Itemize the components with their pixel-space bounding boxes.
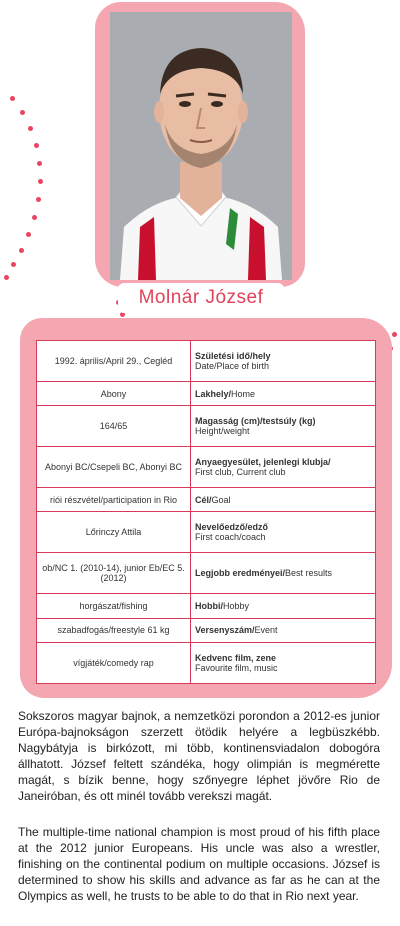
table-cell-label [191,594,376,619]
label-subtitle: First coach/coach [195,532,266,543]
table-row [37,341,376,382]
table-cell-value: vígjáték/comedy rap [37,643,191,684]
label-subtitle: Height/weight [195,426,250,437]
table-row [37,594,376,619]
label-bold: Hobbi/ [195,600,223,611]
table-row [37,553,376,594]
label-bold: Lakhely/ [195,388,232,399]
table-row [37,643,376,684]
label-rest: Home [231,388,256,399]
table-row [37,512,376,553]
athlete-name: Molnár József [118,283,284,313]
table-cell-value: riói részvétel/participation in Rio [37,487,191,512]
info-table [36,340,376,684]
label-bold: Születési idő/hely [195,350,271,361]
table-cell-value: Lőrinczy Attila [37,512,191,553]
label-rest: Goal [211,494,231,505]
label-subtitle: First club, Current club [195,467,286,478]
table-cell-value: szabadfogás/freestyle 61 kg [37,618,191,643]
table-row [37,447,376,488]
table-cell-value: horgászat/fishing [37,594,191,619]
label-rest: Event [254,625,278,636]
table-cell-label [191,341,376,382]
table-cell-label [191,618,376,643]
label-bold: Kedvenc film, zene [195,653,277,664]
table-cell-label [191,487,376,512]
table-row [37,618,376,643]
label-subtitle: Favourite film, music [195,663,278,674]
label-bold: Legjobb eredményei/ [195,568,286,579]
label-rest: Hobby [223,600,250,611]
label-bold: Cél/ [195,494,212,505]
table-cell-label [191,553,376,594]
bio-english: The multiple-time national champion is most proud of his fifth place at the 2012 junior Europeans. His uncle was also a wrestler, finishing on the continental podium on multiple occasions. József is determined to show his skills and advance as far as he can at the Olympics as well, he trusts to be able to do that in Rio next year. [18,825,380,903]
table-cell-value: 1992. április/April 29., Cegléd [37,341,191,382]
table-cell-label [191,447,376,488]
label-bold: Nevelőedző/edző [195,522,269,533]
table-cell-value: Abonyi BC/Csepeli BC, Abonyi BC [37,447,191,488]
table-cell-label [191,512,376,553]
table-cell-label [191,643,376,684]
table-row [37,487,376,512]
table-cell-value: Abony [37,381,191,406]
label-bold: Versenyszám/ [195,625,255,636]
table-cell-value: ob/NC 1. (2010-14), junior Eb/EC 5. (2012) [37,553,191,594]
label-subtitle: Date/Place of birth [195,360,270,371]
table-cell-value: 164/65 [37,406,191,447]
table-cell-label [191,381,376,406]
label-bold: Magasság (cm)/testsúly (kg) [195,416,316,427]
table-cell-label [191,406,376,447]
label-rest: Best results [285,568,333,579]
table-row [37,381,376,406]
bio-hungarian: Sokszoros magyar bajnok, a nemzetközi porondon a 2012-es junior Európa-bajnokságon szerzett ötödik helyére a legbüszkébb. Nagybátyja is birkózott, mi több, kontinensviadalon dobogóra állhatott. József feltett szándéka, hogy olimpián is megmérette magát, s bízik benne, hogy szőnyegre léphet jövőre Rio de Janeiróban, és ott minél tovább verekszi magát. [18,709,380,803]
label-bold: Anyaegyesület, jelenlegi klubja/ [195,457,331,468]
athlete-photo [110,12,292,280]
table-row [37,406,376,447]
